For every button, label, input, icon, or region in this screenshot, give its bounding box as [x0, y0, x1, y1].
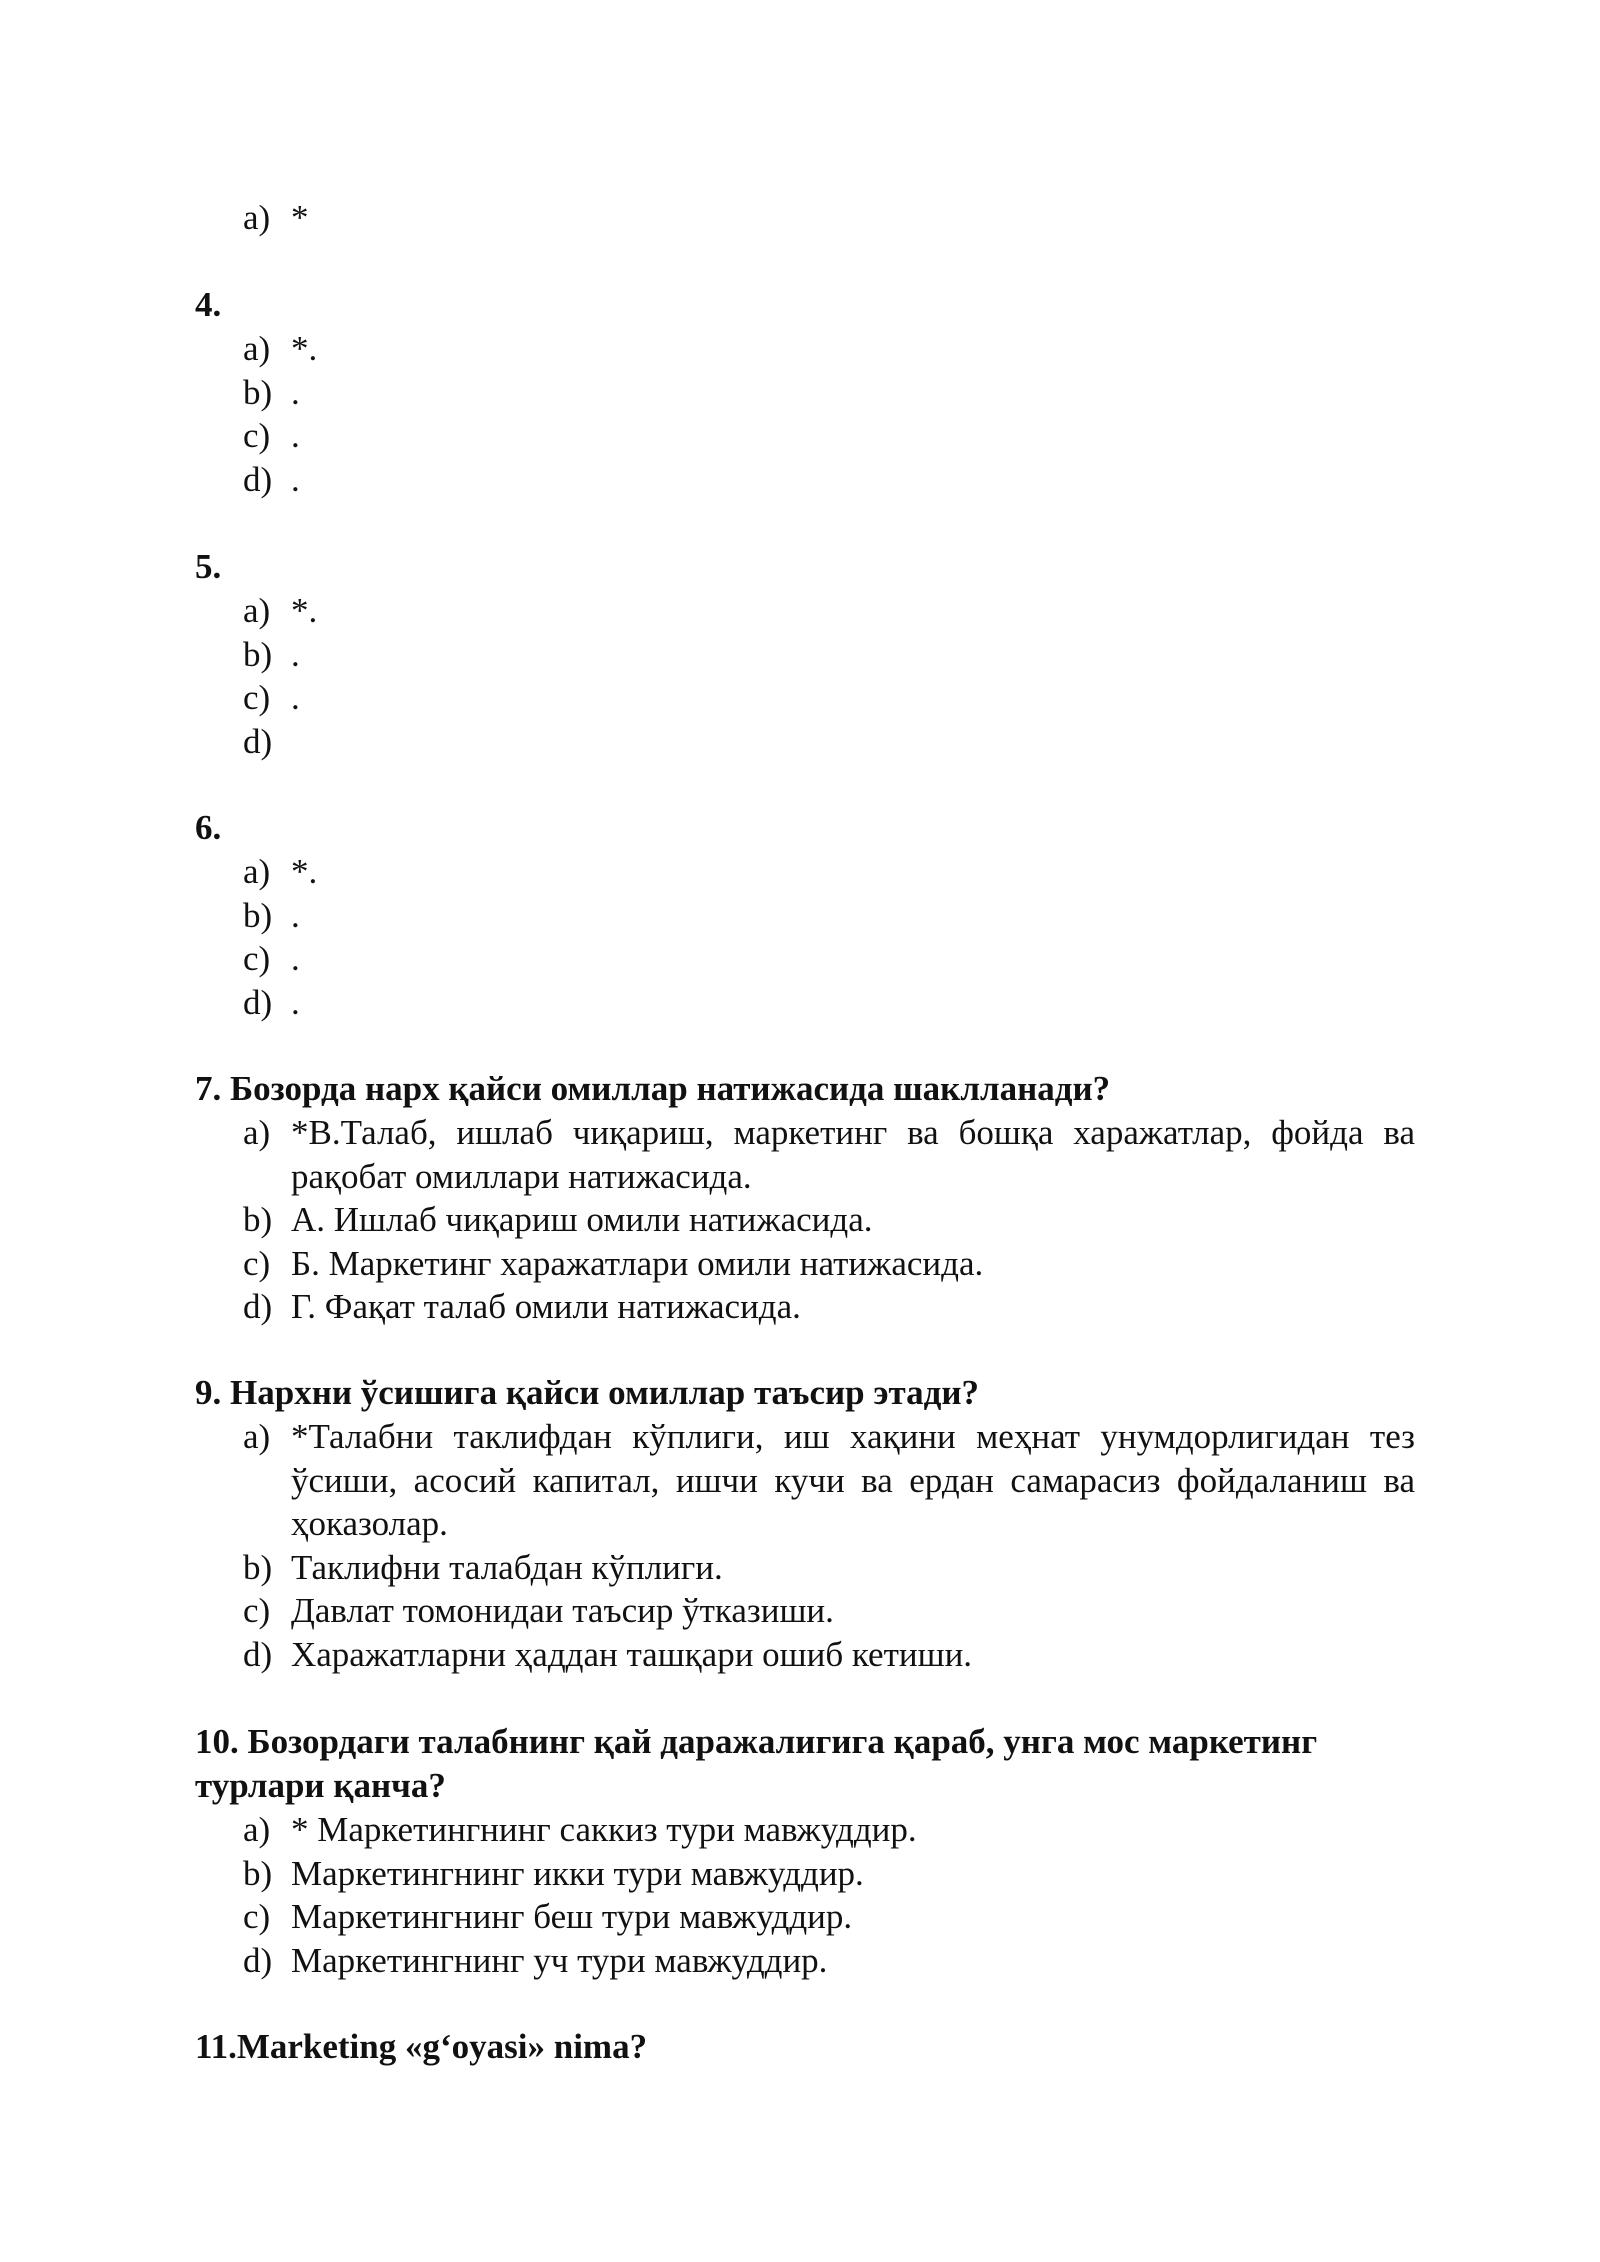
- option-letter: b): [243, 372, 273, 412]
- option-letter: c): [243, 416, 271, 456]
- option-text: Г. Фақат талаб омили натижасида.: [291, 1287, 801, 1327]
- option-text: Маркетингнинг беш тури мавжуддир.: [291, 1897, 853, 1937]
- option-text: Б. Маркетинг харажатлари омили натижасида.: [291, 1243, 984, 1283]
- option-text: .: [291, 895, 300, 935]
- answer-option: [195, 1939, 1415, 1983]
- answer-option: [195, 1808, 1415, 1852]
- option-letter: d): [243, 721, 273, 761]
- answer-option: [195, 1546, 1415, 1590]
- option-text: А. Ишлаб чиқариш омили натижасида.: [291, 1200, 873, 1240]
- question-title: 5.: [195, 547, 222, 586]
- answer-option: [195, 327, 1415, 371]
- option-text: .: [291, 982, 300, 1022]
- option-text: Харажатларни ҳаддан ташқари ошиб кетиши.: [291, 1634, 973, 1674]
- answer-option: [195, 1198, 1415, 1242]
- question-block-5: [195, 545, 1415, 761]
- answer-option: [195, 414, 1415, 458]
- option-letter: d): [243, 982, 273, 1022]
- option-letter: b): [243, 634, 273, 674]
- option-letter: a): [243, 591, 271, 630]
- option-text: .: [291, 634, 300, 674]
- answer-option: [195, 633, 1415, 677]
- answer-option: [195, 1111, 1415, 1198]
- option-text: *.: [291, 329, 318, 368]
- option-letter: a): [243, 852, 271, 891]
- option-letter: c): [243, 678, 271, 718]
- question-title: 11.Marketing «g‘oyasi» nima?: [195, 2027, 648, 2066]
- answer-option: [195, 458, 1415, 502]
- option-letter: c): [243, 1591, 271, 1631]
- answer-option: [195, 676, 1415, 720]
- question-title: 6.: [195, 808, 222, 847]
- option-letter: a): [243, 1417, 271, 1456]
- question-title: 10. Бозордаги талабнинг қай даражалигига қараб, унга мос маркетинг турлари қанча?: [195, 1722, 1318, 1805]
- answer-option: [195, 1895, 1415, 1939]
- option-letter: c): [243, 939, 271, 979]
- option-text: Таклифни талабдан кўплиги.: [291, 1547, 723, 1587]
- option-text: Маркетингнинг уч тури мавжуддир.: [291, 1940, 828, 1980]
- option-letter: a): [243, 198, 271, 237]
- option-letter: d): [243, 1634, 273, 1674]
- answer-option: [195, 371, 1415, 415]
- question-block-6: [195, 806, 1415, 1024]
- option-text: *.: [291, 852, 318, 891]
- option-text: *: [291, 198, 309, 237]
- option-letter: b): [243, 1547, 273, 1587]
- answer-option: [195, 1589, 1415, 1633]
- option-letter: d): [243, 1287, 273, 1327]
- answer-option: [195, 937, 1415, 981]
- option-letter: a): [243, 1810, 271, 1849]
- option-text: Давлат томонидаи таъсир ўтказиши.: [291, 1591, 834, 1631]
- option-text: Маркетингнинг икки тури мавжуддир.: [291, 1853, 864, 1893]
- option-letter: d): [243, 459, 273, 499]
- option-text: .: [291, 416, 300, 456]
- question-block-4: [195, 283, 1415, 501]
- option-letter: d): [243, 1940, 273, 1980]
- option-letter: a): [243, 329, 271, 368]
- option-letter: b): [243, 895, 273, 935]
- answer-option: [195, 1633, 1415, 1677]
- option-text: .: [291, 939, 300, 979]
- question-title: 4.: [195, 285, 222, 324]
- option-text: *В.Талаб, ишлаб чиқариш, маркетинг ва бошқа харажатлар, фойда ва рақобат омиллари натижасида.: [291, 1113, 1415, 1196]
- question-block-11: [195, 2025, 1415, 2069]
- option-text: .: [291, 459, 300, 499]
- answer-option: [195, 589, 1415, 633]
- answer-option: [195, 1415, 1415, 1546]
- answer-option: [195, 1285, 1415, 1329]
- question-block-10: [195, 1720, 1415, 1982]
- question-block-7: [195, 1067, 1415, 1329]
- answer-option: [195, 850, 1415, 894]
- option-letter: b): [243, 1200, 273, 1240]
- question-block-continued: [195, 196, 1415, 240]
- option-letter: c): [243, 1243, 271, 1283]
- option-text: .: [291, 678, 300, 718]
- option-text: * Маркетингнинг саккиз тури мавжуддир.: [291, 1810, 917, 1849]
- answer-option: [195, 894, 1415, 938]
- question-title: 9. Нархни ўсишига қайси омиллар таъсир этади?: [195, 1373, 979, 1412]
- option-text: *Талабни таклифдан кўплиги, иш хақини меҳнат унумдорлигидан тез ўсиши, асосий капитал, ишчи кучи ва ердан самарасиз фойдаланиш ва ҳоказолар.: [291, 1417, 1415, 1544]
- option-letter: a): [243, 1113, 271, 1152]
- option-text: .: [291, 372, 300, 412]
- question-title: 7. Бозорда нарх қайси омиллар натижасида шаклланади?: [195, 1069, 1111, 1108]
- option-text: *.: [291, 591, 318, 630]
- answer-option: [195, 981, 1415, 1025]
- answer-option: [195, 196, 1415, 240]
- option-letter: c): [243, 1897, 271, 1937]
- answer-option: [195, 1242, 1415, 1286]
- option-letter: b): [243, 1853, 273, 1893]
- answer-option: [195, 1852, 1415, 1896]
- question-block-9: [195, 1371, 1415, 1677]
